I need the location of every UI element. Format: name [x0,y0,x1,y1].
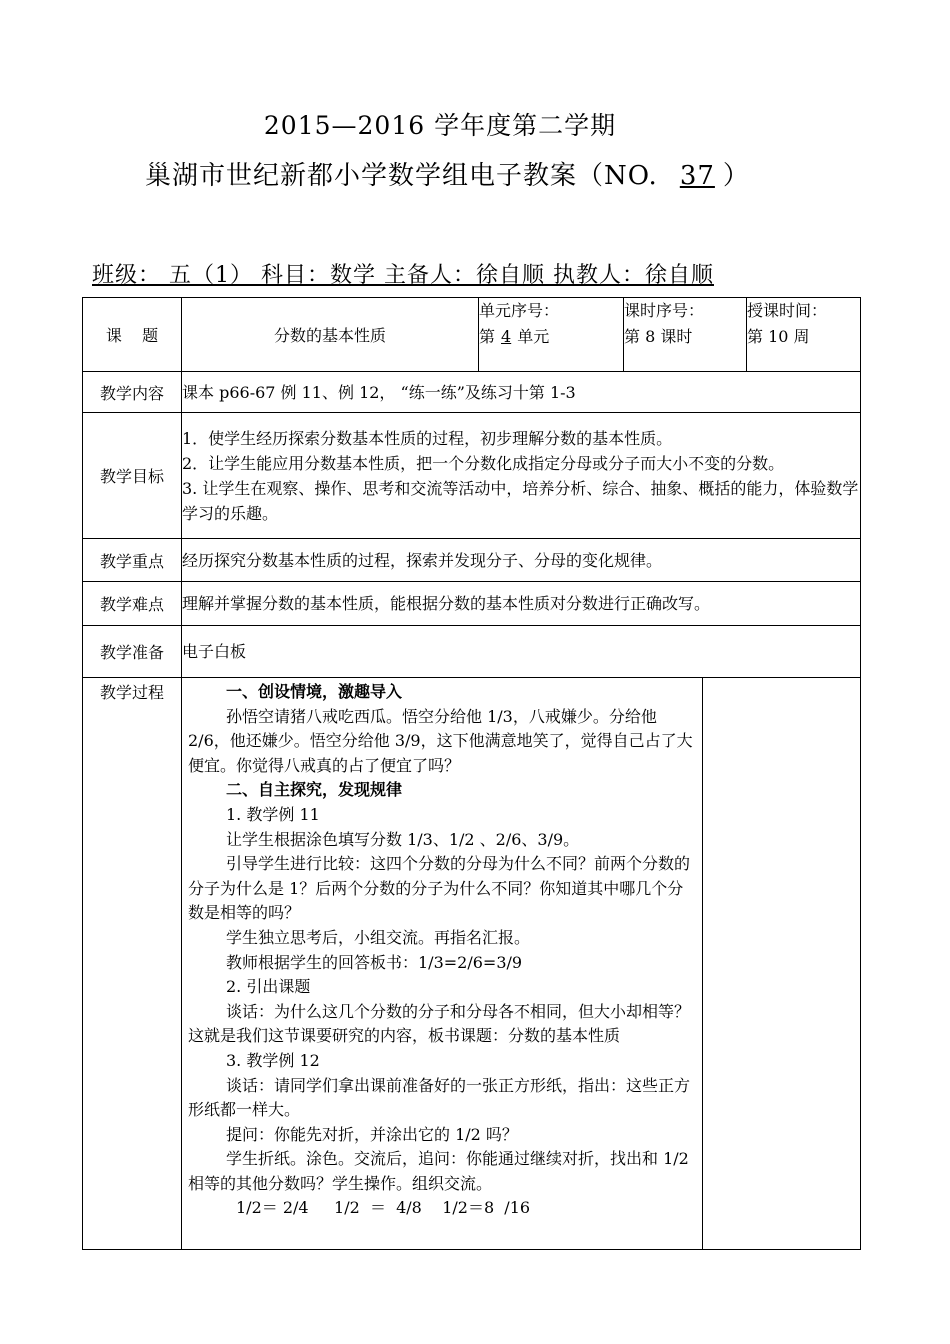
goals-cell [182,413,861,539]
process-body [182,678,703,1250]
period-value: 第 8 课时 [624,327,693,346]
difficulty-value: 理解并掌握分数的基本性质，能根据分数的基本性质对分数进行正确改写。 [182,582,861,626]
time-label: 授课时间： [747,301,828,320]
unit-suffix: 单元 [517,327,550,346]
process-paragraph: 教师根据学生的回答板书：1/3=2/6=3/9 [226,952,523,972]
prep-value: 电子白板 [182,626,861,678]
goal-item: 3. 让学生在观察、操作、思考和交流等活动中，培养分析、综合、抽象、概括的能力，体验数学学习的乐趣。 [182,478,859,523]
process-notes-column [703,678,861,1250]
time-cell [747,298,861,372]
section-heading: 二、自主探究，发现规律 [226,780,403,800]
period-cell [624,298,747,372]
unit-cell [479,298,624,372]
goal-item: 1．使学生经历探索分数基本性质的过程，初步理解分数的基本性质。 [182,428,673,448]
title-close-paren: ） [722,161,750,191]
content-value: 课本 p66-67 例 11、例 12， “练一练”及练习十第 1-3 [182,372,861,413]
content-row [83,372,861,413]
topic-label: 课 题 [83,298,182,372]
focus-row [83,539,861,582]
process-paragraph: 学生独立思考后，小组交流。再指名汇报。 [226,927,531,947]
unit-value [479,324,623,350]
goals-label: 教学目标 [83,413,182,539]
step-heading: 2. 引出课题 [226,977,311,997]
process-label: 教学过程 [83,678,182,1250]
document-title-school [145,155,865,192]
period-label: 课时序号： [624,301,705,320]
process-paragraph: 孙悟空请猪八戒吃西瓜。悟空分给他 1/3，八戒嫌少。分给他 2/6，他还嫌少。悟空分给他 3/9，这下他满意地笑了，觉得自己占了大便宜。你觉得八戒真的占了便宜了吗？ [188,706,693,775]
process-paragraph: 学生折纸。涂色。交流后，追问：你能通过继续对折，找出和 1/2 相等的其他分数吗？学生操作。组织交流。 [188,1149,689,1193]
lesson-topic: 分数的基本性质 [182,298,479,372]
goals-row [83,413,861,539]
goal-item: 2．让学生能应用分数基本性质，把一个分数化成指定分母或分子而大小不变的分数。 [182,453,785,473]
lesson-info-table [82,297,861,678]
document-title-term: 2015—2016 学年度第二学期 [263,111,617,140]
prep-row [83,626,861,678]
process-row [83,678,861,1250]
focus-label: 教学重点 [83,539,182,582]
process-table [82,677,861,1250]
unit-number: 4 [501,327,512,346]
process-paragraph: 谈话：请同学们拿出课前准备好的一张正方形纸，指出：这些正方形纸都一样大。 [188,1075,691,1120]
process-paragraph: 引导学生进行比较：这四个分数的分母为什么不同？前两个分数的分子为什么是 1？后两个分数的分子为什么不同？你知道其中哪几个分数是相等的吗？ [188,854,691,923]
time-value: 第 10 周 [747,327,810,346]
process-paragraph: 提问：你能先对折，并涂出它的 1/2 吗？ [226,1124,518,1144]
process-paragraph: 让学生根据涂色填写分数 1/3、1/2 、2/6、3/9。 [226,829,580,849]
difficulty-label: 教学难点 [83,582,182,626]
fraction-equalities: 1/2＝ 2/4 1/2 ＝ 4/8 1/2＝8 /16 [236,1198,531,1218]
unit-prefix: 第 [479,327,496,346]
focus-value: 经历探究分数基本性质的过程，探索并发现分子、分母的变化规律。 [182,539,861,582]
process-paragraph: 谈话：为什么这几个分数的分子和分母各不相同，但大小却相等？这就是我们这节课要研究的内容，板书课题：分数的基本性质 [188,1001,691,1046]
class-info-line: 班级： 五（1） 科目：数学 主备人：徐自顺 执教人：徐自顺 [92,263,714,288]
section-heading: 一、创设情境，激趣导入 [226,682,403,701]
lesson-plan-number: 37 [679,161,715,191]
step-heading: 3. 教学例 12 [226,1050,320,1070]
difficulty-row [83,582,861,626]
unit-label: 单元序号： [479,301,560,320]
prep-label: 教学准备 [83,626,182,678]
topic-row [83,298,861,372]
step-heading: 1. 教学例 11 [226,804,320,824]
content-label: 教学内容 [83,372,182,413]
title-school-text: 巢湖市世纪新都小学数学组电子教案（NO. [145,161,658,191]
